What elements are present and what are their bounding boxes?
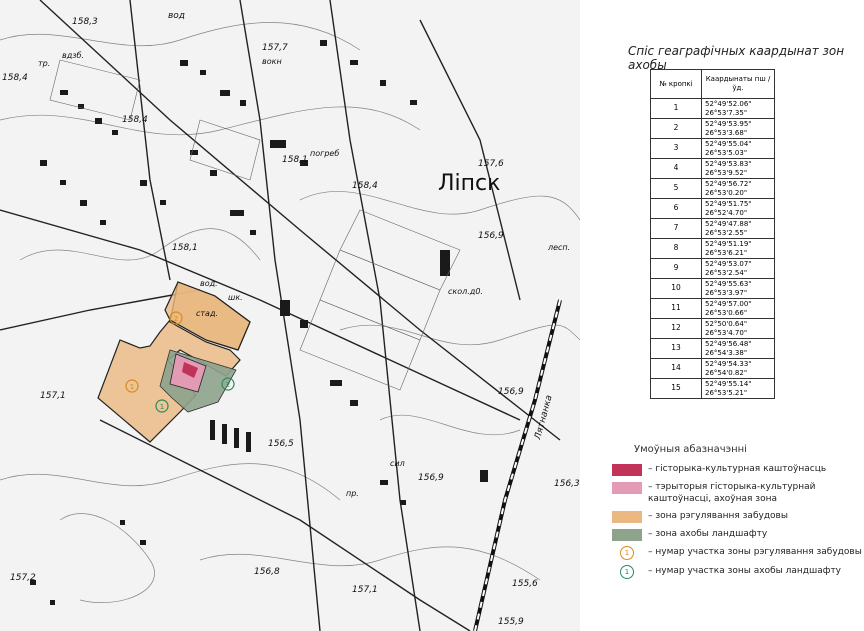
legend-title: Умоўныя абазначэнні — [634, 444, 747, 455]
longitude: 26°53'2.54" — [705, 268, 748, 277]
latitude: 52°49'54.33" — [705, 360, 752, 368]
longitude: 26°54'3.38" — [705, 348, 748, 357]
latitude: 52°50'0.64" — [705, 320, 748, 328]
longitude: 26°53'5.03" — [705, 148, 748, 157]
column-header-coordinates: Каардынаты пш / ўд. — [702, 70, 775, 99]
point-coordinates — [702, 179, 775, 199]
longitude: 26°53'0.20" — [705, 188, 748, 197]
latitude: 52°49'53.83" — [705, 160, 752, 168]
map-label: скол.д0. — [448, 287, 483, 296]
legend-label: – зона ахобы ландшафту — [648, 529, 768, 539]
legend-item — [612, 463, 864, 476]
legend-item — [612, 565, 864, 579]
spot-height-label: 156,5 — [268, 439, 294, 449]
longitude: 26°52'4.70" — [705, 208, 748, 217]
point-coordinates — [702, 339, 775, 359]
spot-height-label: 158,1 — [282, 155, 308, 165]
spot-height-label: 155,6 — [512, 579, 538, 589]
longitude: 26°53'2.55" — [705, 228, 748, 237]
table-row — [651, 379, 775, 399]
latitude: 52°49'57.00" — [705, 300, 752, 308]
spot-height-label: 158,4 — [2, 73, 28, 83]
map-label: вод. — [200, 279, 218, 288]
table-row — [651, 279, 775, 299]
legend-item — [612, 546, 864, 560]
table-row — [651, 159, 775, 179]
point-coordinates — [702, 199, 775, 219]
point-coordinates — [702, 259, 775, 279]
spot-height-label: 158,4 — [122, 115, 148, 125]
spot-height-label: 157,7 — [262, 43, 288, 53]
coordinates-title: Спіс геаграфічных каардынат зон ахобы — [628, 44, 845, 72]
spot-height-label: 157,2 — [10, 573, 36, 583]
spot-height-label: 158,4 — [352, 181, 378, 191]
table-row — [651, 239, 775, 259]
point-coordinates — [702, 159, 775, 179]
longitude: 26°53'5.21" — [705, 388, 748, 397]
spot-height-label: 157,1 — [40, 391, 66, 401]
point-number: 15 — [651, 379, 702, 399]
legend-label: – зона рэгулявання забудовы — [648, 511, 788, 521]
point-coordinates — [702, 99, 775, 119]
point-number: 12 — [651, 319, 702, 339]
spot-height-label: 157,6 — [478, 159, 504, 169]
latitude: 52°49'55.14" — [705, 380, 752, 388]
table-row — [651, 259, 775, 279]
latitude: 52°49'56.48" — [705, 340, 752, 348]
legend-items — [612, 463, 864, 579]
longitude: 26°53'3.68" — [705, 128, 748, 137]
svg-text:2: 2 — [173, 315, 179, 323]
legend-label: – нумар участка зоны ахобы ландшафту — [648, 566, 842, 576]
legend-item — [612, 510, 864, 523]
spot-height-label: 156,9 — [478, 231, 504, 241]
longitude: 26°53'3.97" — [705, 288, 748, 297]
map-label: лесп. — [548, 243, 571, 252]
river-label: Лятнанка — [533, 394, 555, 441]
legend-label: – нумар участка зоны рэгулявання забудовы — [648, 547, 862, 557]
point-number: 8 — [651, 239, 702, 259]
latitude: 52°49'51.75" — [705, 200, 752, 208]
point-number: 7 — [651, 219, 702, 239]
legend-swatch — [612, 482, 642, 494]
point-number: 13 — [651, 339, 702, 359]
legend-item — [612, 481, 864, 505]
table-row — [651, 299, 775, 319]
spot-height-label: 156,9 — [418, 473, 444, 483]
legend-swatch — [612, 529, 642, 541]
column-header-number: № кропкі — [651, 70, 702, 99]
table-row — [651, 179, 775, 199]
point-coordinates — [702, 299, 775, 319]
legend — [612, 444, 864, 584]
spot-height-label: 156,3 — [554, 479, 580, 489]
map-label: тр. — [38, 59, 51, 68]
longitude: 26°53'9.52" — [705, 168, 748, 177]
point-number: 2 — [651, 119, 702, 139]
map-label: сил — [390, 459, 405, 468]
spot-height-label: 158,3 — [72, 17, 98, 27]
point-number: 11 — [651, 299, 702, 319]
table-row — [651, 199, 775, 219]
spot-height-label: 157,1 — [352, 585, 378, 595]
longitude: 26°53'7.35" — [705, 108, 748, 117]
table-row — [651, 119, 775, 139]
coordinates-rows — [651, 99, 775, 399]
table-row — [651, 99, 775, 119]
latitude: 52°49'51.19" — [705, 240, 752, 248]
legend-label: – гісторыка-культурная каштоўнасць — [648, 464, 827, 474]
map-label: вод — [168, 11, 186, 21]
point-number: 5 — [651, 179, 702, 199]
spot-height-label: 155,9 — [498, 617, 524, 627]
point-coordinates — [702, 219, 775, 239]
longitude: 26°53'6.21" — [705, 248, 748, 257]
map-label: вокн — [262, 57, 282, 66]
latitude: 52°49'56.72" — [705, 180, 752, 188]
point-number: 1 — [651, 99, 702, 119]
coordinates-table — [650, 69, 775, 399]
longitude: 26°53'0.66" — [705, 308, 748, 317]
table-row — [651, 339, 775, 359]
svg-text:1: 1 — [159, 403, 165, 411]
table-row — [651, 219, 775, 239]
table-row — [651, 359, 775, 379]
point-number: 14 — [651, 359, 702, 379]
point-coordinates — [702, 139, 775, 159]
latitude: 52°49'55.63" — [705, 280, 752, 288]
map-label: вдзб. — [62, 51, 84, 60]
table-row — [651, 319, 775, 339]
map-label: стад. — [196, 309, 219, 318]
latitude: 52°49'47.88" — [705, 220, 752, 228]
latitude: 52°49'53.07" — [705, 260, 752, 268]
spot-height-label: 158,1 — [172, 243, 198, 253]
legend-circle-symbol: 1 — [612, 546, 642, 560]
spot-height-label: 156,8 — [254, 567, 280, 577]
map-label: пр. — [346, 489, 359, 498]
point-coordinates — [702, 359, 775, 379]
svg-text:2: 2 — [225, 381, 231, 389]
point-number: 10 — [651, 279, 702, 299]
town-label: Ліпск — [438, 171, 501, 196]
longitude: 26°54'0.82" — [705, 368, 748, 377]
point-coordinates — [702, 119, 775, 139]
legend-circle-symbol: 1 — [612, 565, 642, 579]
point-number: 3 — [651, 139, 702, 159]
point-coordinates — [702, 319, 775, 339]
legend-swatch — [612, 511, 642, 523]
table-row — [651, 139, 775, 159]
point-coordinates — [702, 379, 775, 399]
point-coordinates — [702, 279, 775, 299]
point-number: 6 — [651, 199, 702, 219]
point-number: 4 — [651, 159, 702, 179]
map-label: шк. — [228, 293, 243, 302]
legend-label: – тэрыторыя гісторыка-культурнай каштоўнасці, ахоўная зона — [648, 482, 816, 504]
point-number: 9 — [651, 259, 702, 279]
latitude: 52°49'53.95" — [705, 120, 752, 128]
spot-height-label: 156,9 — [498, 387, 524, 397]
map-label: погреб — [310, 149, 340, 158]
point-coordinates — [702, 239, 775, 259]
latitude: 52°49'55.04" — [705, 140, 752, 148]
latitude: 52°49'52.06" — [705, 100, 752, 108]
longitude: 26°53'4.70" — [705, 328, 748, 337]
legend-swatch — [612, 464, 642, 476]
svg-text:1: 1 — [129, 383, 135, 391]
legend-item — [612, 528, 864, 541]
